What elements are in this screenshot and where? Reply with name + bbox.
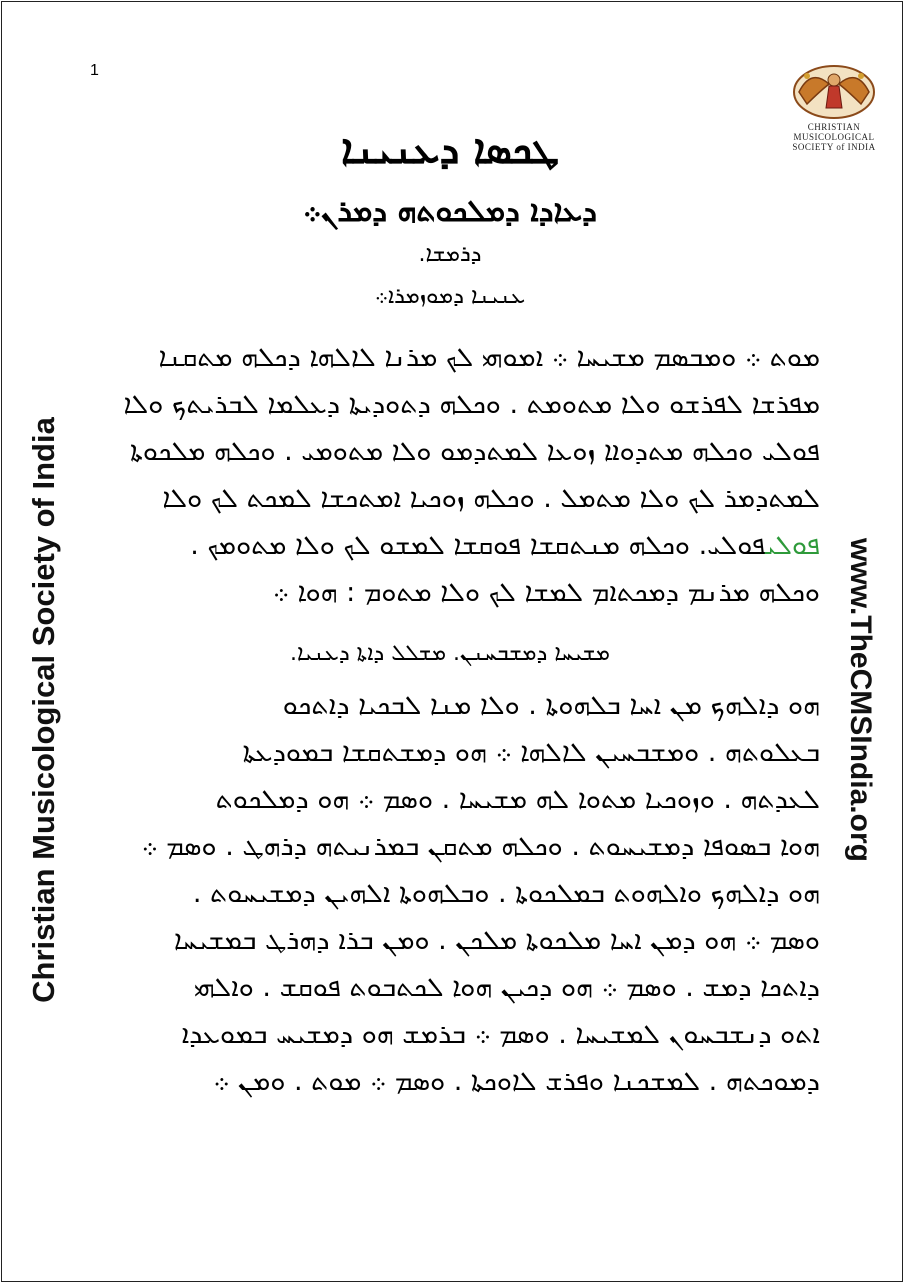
side-caption-right — [830, 520, 890, 880]
section-heading-1: ܕܪܡܫܐ. — [418, 242, 482, 267]
paragraph-1-line: ܘܟܠܗ ܡܪܢܡ ܕܡܟܬܐܡ ܠܡܫܐ ܠܟ ܘܠܐ ܡܬܘܡ : ܗܘܐ ܀ — [272, 577, 820, 608]
document-content — [80, 110, 820, 1105]
paragraph-2-line: ܗܘܐ ܒܣܘܦܐ ܕܡܫܝܚܘܬ . ܘܟܠܗ ܡܬܩܢ ܒܡܪܢܝܬܗ ܕܪܗܛ . ܘܣܡ ܀ — [141, 831, 820, 862]
paragraph-2-line: ܠܥܕܬܗ . ܘܙܘܟܝܐ ܡܬܘܐ ܠܗ ܡܫܝܚܐ . ܘܣܡ ܀ ܗܘ ܕܡܠܟܘܬ — [215, 784, 820, 815]
document-title: ܛܟܣܐ ܕܥܢܝܢܐ — [341, 127, 559, 173]
paragraph-1-line: ܡܘܬ ܀ ܘܡܒܣܡ ܡܫܝܚܐ ܀ ܐܡܘܗܝ ܠܟ ܡܪܢܐ ܠܐܠܗܐ ܕܟܠܗ ܡܬܩܢܐ — [158, 342, 820, 373]
side-caption-left — [14, 390, 74, 1030]
logo-line-3: SOCIETY of INDIA — [792, 142, 876, 152]
paragraph-1-line: ܡܦܪܫܐ ܠܦܪܫܘ ܘܠܐ ܡܬܘܡܬ . ܘܟܠܗ ܕܬܘܕܝܬܐ ܕܥܠܡܐ ܠܒܪܝܬܟ ܘܠܐ — [123, 389, 820, 420]
logo-line-1: CHRISTIAN — [807, 122, 861, 132]
paragraph-2-line: ܕܡܘܟܬܗ . ܠܡܫܟܢܐ ܘܦܪܫ ܠܐܘܟܬܐ . ܘܣܡ ܀ ܡܘܬ . ܘܡܢ ܀ — [213, 1066, 820, 1097]
paragraph-1 — [80, 334, 820, 616]
paragraph-1-line-rest: ܦܘܠܝ. ܘܟܠܗ ܡܢܬܩܫܐ ܦܘܩܫܐ ܠܡܫܘ ܠܟ ܘܠܐ ܡܬܘܡܟ . — [190, 530, 765, 561]
paragraph-2 — [80, 682, 820, 1105]
paragraph-1-line-highlighted — [80, 522, 820, 569]
paragraph-2-line: ܗܘ ܕܐܠܗܟ ܡܢ ܐܚܐ ܒܠܗܘܬܐ . ܘܠܐ ܡܢܐ ܠܒܟܝܐ ܕܐܬܟܘ — [282, 690, 820, 721]
paragraph-2-line: ܗܘ ܕܐܠܗܟ ܘܐܠܗܘܬ ܒܡܠܟܘܬܐ . ܘܒܠܗܘܬܐ ܐܠܗܝܢ ܕܡܫܝܚܘܬ . — [192, 878, 820, 909]
society-name-vertical: Christian Musicological Society of India — [26, 417, 61, 1003]
paragraph-2-line: ܘܣܡ ܀ ܗܘ ܕܡܢ ܐܚܐ ܡܠܟܘܬܐ ܡܠܟܢ . ܘܡܢ ܒܪܐ ܕܗܪܛ ܒܡܫܝܚܐ — [173, 925, 820, 956]
logo-line-2: MUSICOLOGICAL — [793, 132, 875, 142]
paragraph-2-line: ܕܐܬܟܐ ܕܡܫ . ܘܣܡ ܀ ܗܘ ܕܟܝܢ ܗܘܐ ܠܟܬܒܘܬ ܦܘܩܫ . ܘܐܠܗܝ — [193, 972, 820, 1003]
paragraph-1-line: ܠܡܬܕܡܪ ܠܟ ܘܠܐ ܡܬܡܠ . ܘܟܠܗ ܙܘܟܝܐ ܐܡܬܟܫܐ ܠܡܟܬ ܠܟ ܘܠܐ — [162, 483, 820, 514]
highlighted-word: ܦܘܠܝ — [765, 530, 820, 561]
paragraph-1-line: ܦܘܠܝ ܘܟܠܗ ܡܬܕܘܐܐ ܙܘܥܐ ܠܡܬܕܡܘ ܘܠܐ ܡܬܘܡܝ . ܘܟܠܗ ܡܠܟܘܬܐ — [129, 436, 820, 467]
section-heading-3: ܡܫܝܚܐ ܕܡܫܒܚܢܢ. ܡܫܠܠ ܕܐܬܐ ܕܥܢܝܐ. — [290, 641, 610, 666]
paragraph-2-line: ܐܬܘ ܕܢܫܒܚܘܢ ܠܡܫܝܚܐ . ܘܣܡ ܀ ܒܪܡܫ ܗܘ ܕܡܫܝܚ ܒܡܘܥܕܐ — [181, 1019, 820, 1050]
page-number: 1 — [90, 62, 99, 79]
paragraph-2-line: ܒܥܠܘܬܗ . ܘܡܫܒܚܝܢ ܠܐܠܗܐ ܀ ܗܘ ܕܡܫܬܩܫܐ ܒܡܘܕܥܬܐ — [242, 737, 820, 768]
document-subtitle: ܕܥܐܕܐ ܕܡܠܟܘܬܗ ܕܡܪܢ܀ — [303, 194, 597, 229]
section-heading-2: ܥܢܝܢܐ ܕܡܘܙܡܪܐ܀ — [374, 284, 526, 309]
website-url-vertical[interactable]: www.TheCMSIndia.org — [844, 538, 877, 862]
